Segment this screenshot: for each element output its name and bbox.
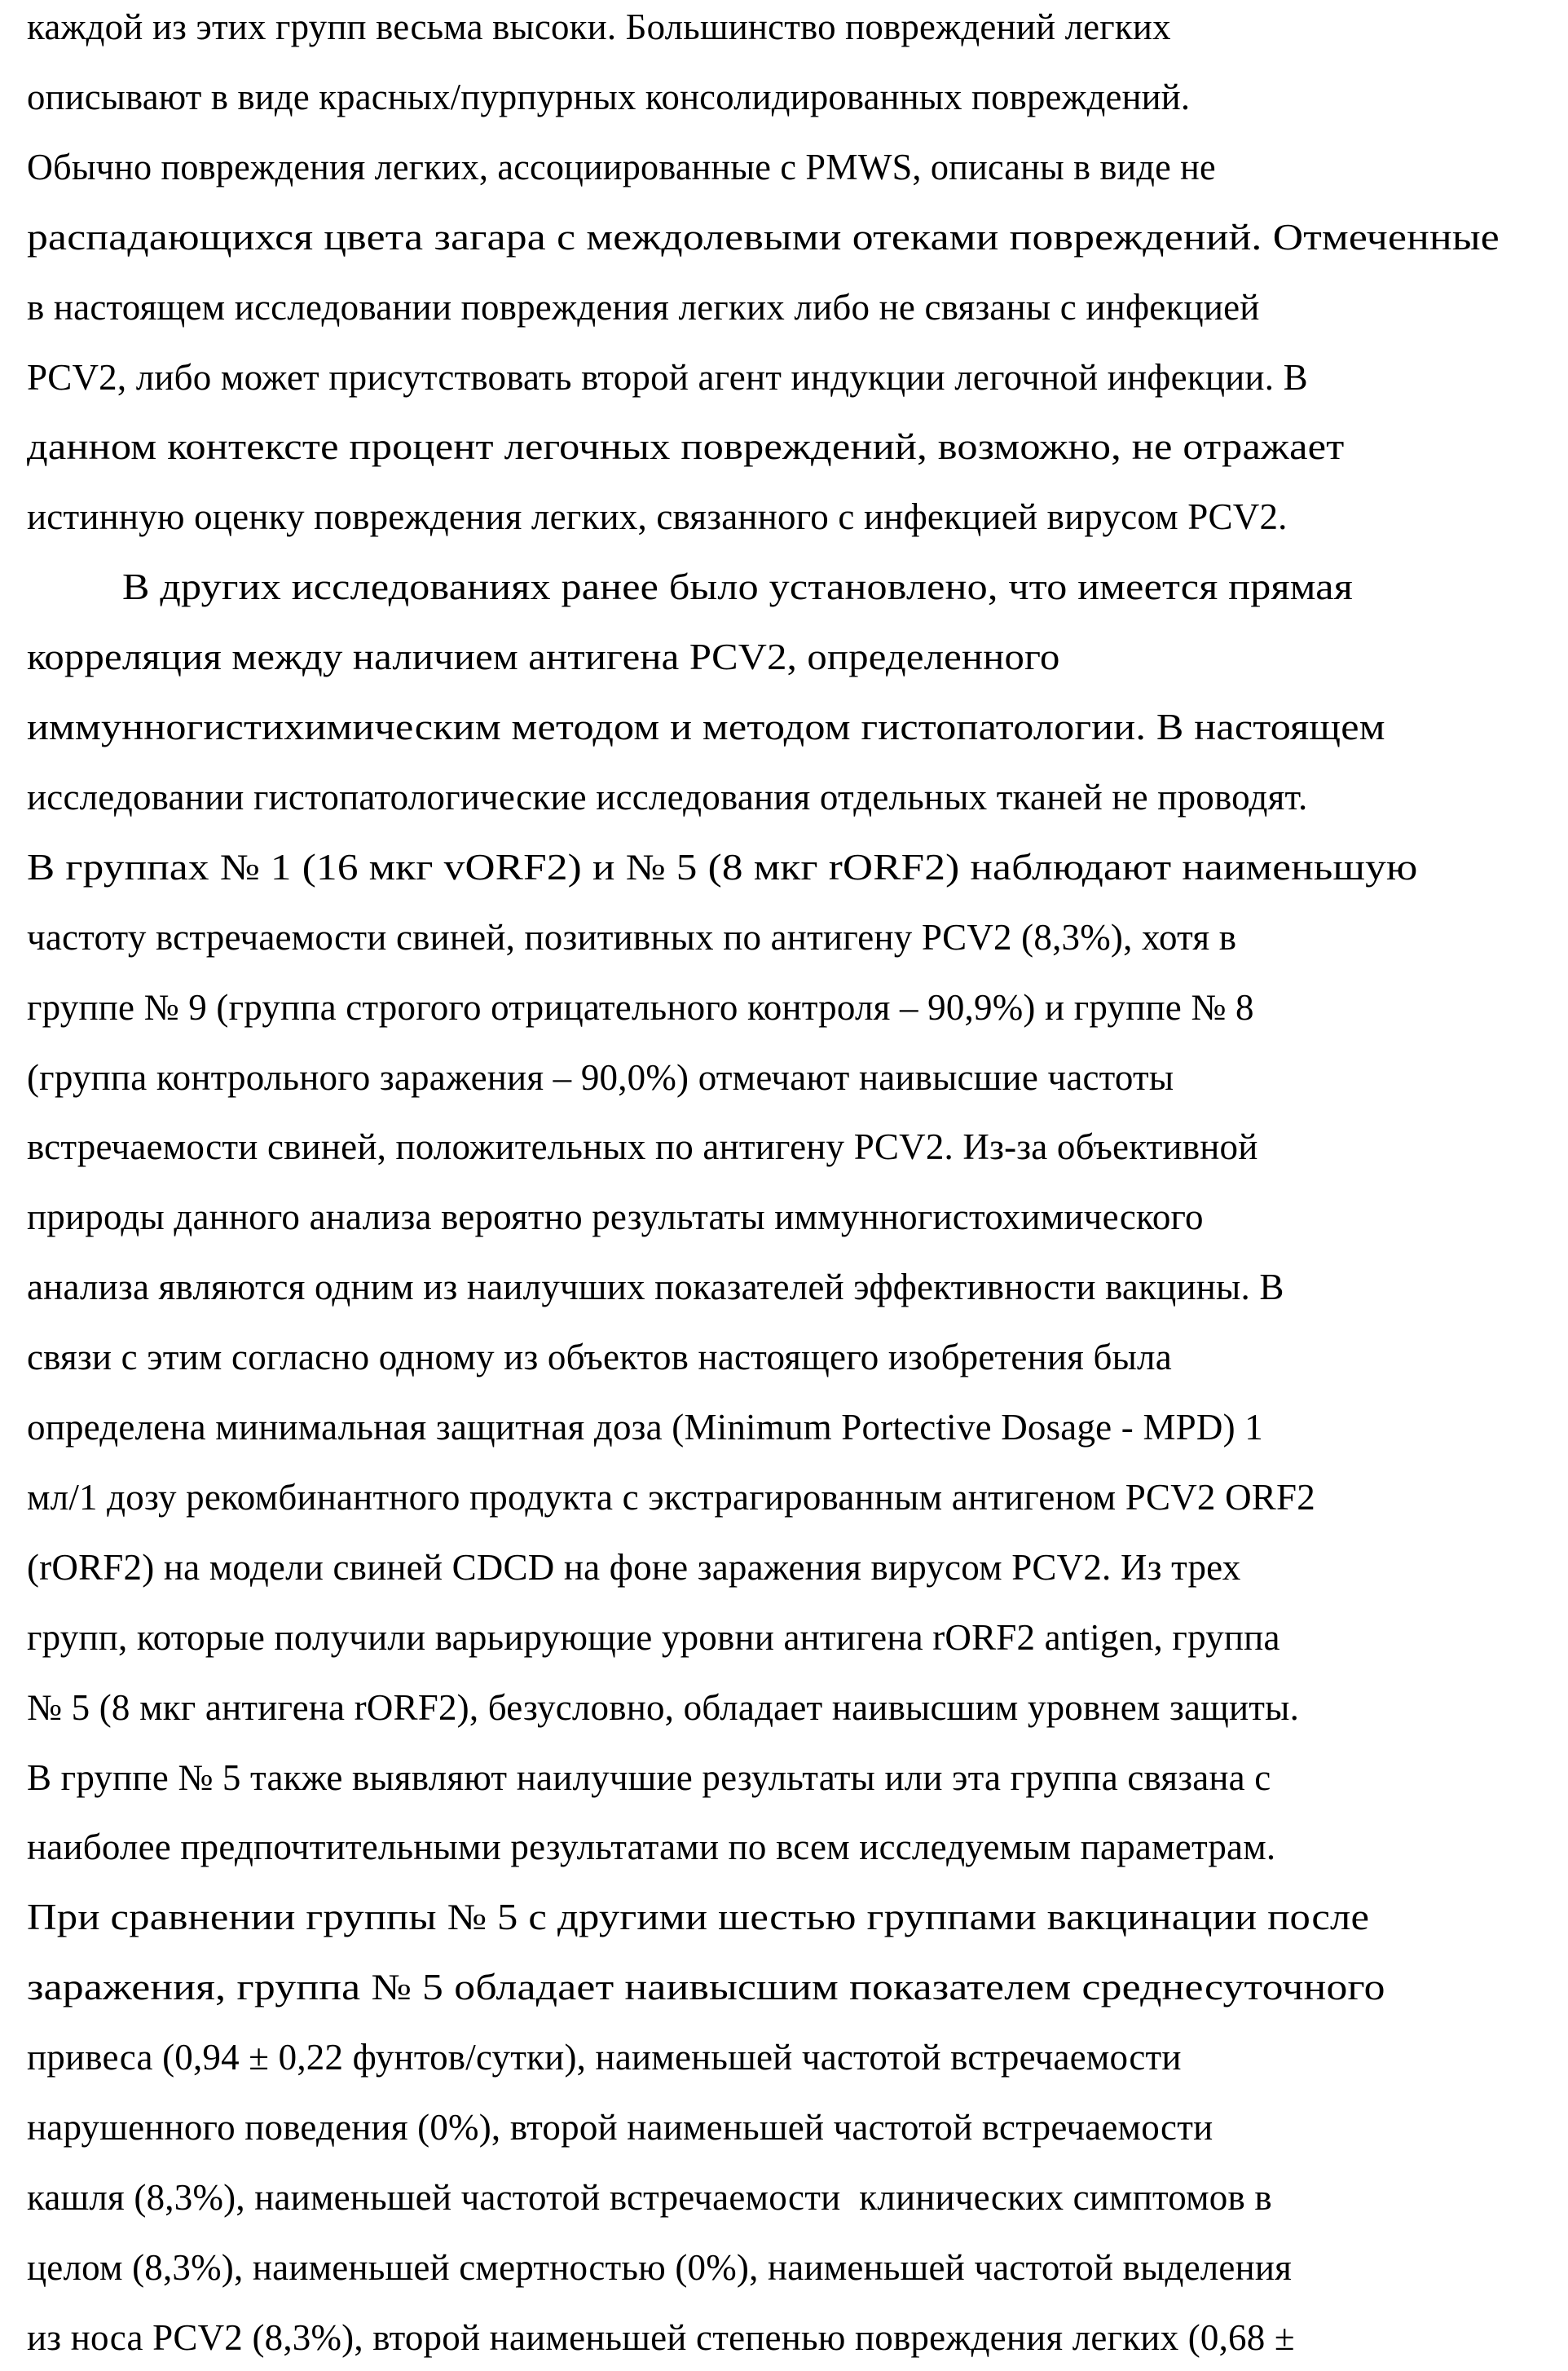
text-line: Обычно повреждения легких, ассоциированные с PMWS, описаны в виде не (27, 146, 1216, 187)
text-line: нарушенного поведения (0%), второй наименьшей частотой встречаемости (27, 2107, 1213, 2148)
text-line: группе № 9 (группа строгого отрицательного контроля – 90,9%) и группе № 8 (27, 986, 1254, 1028)
text-line: истинную оценку повреждения легких, связанного с инфекцией вирусом PCV2. (27, 496, 1288, 538)
text-line: встречаемости свиней, положительных по антигену PCV2. Из-за объективной (27, 1126, 1258, 1168)
text-line: привеса (0,94 ± 0,22 фунтов/сутки), наименьшей частотой встречаемости (27, 2037, 1182, 2078)
text-line: исследовании гистопатологические исследования отдельных тканей не проводят. (27, 776, 1308, 818)
text-line: мл/1 дозу рекомбинантного продукта с экстрагированным антигеном PCV2 ORF2 (27, 1476, 1315, 1518)
text-line: частоту встречаемости свиней, позитивных по антигену PCV2 (8,3%), хотя в (27, 916, 1237, 958)
text-line: № 5 (8 мкг антигена rORF2), безусловно, обладает наивысшим уровнем защиты. (27, 1686, 1300, 1728)
text-line: В группах № 1 (16 мкг vORF2) и № 5 (8 мкг rORF2) наблюдают наименьшую (27, 846, 1418, 888)
text-line: связи с этим согласно одному из объектов настоящего изобретения была (27, 1337, 1172, 1378)
text-line: групп, которые получили варьирующие уровни антигена rORF2 antigen, группа (27, 1616, 1280, 1658)
text-line: (rORF2) на модели свиней CDCD на фоне заражения вирусом PCV2. Из трех (27, 1546, 1241, 1588)
text-line: кашля (8,3%), наименьшей частотой встречаемости клинических симптомов в (27, 2176, 1272, 2218)
text-line: определена минимальная защитная доза (Minimum Portective Dosage - MPD) 1 (27, 1407, 1263, 1448)
text-line: корреляция между наличием антигена PCV2, определенного (27, 637, 1060, 678)
text-line: заражения, группа № 5 обладает наивысшим показателем среднесуточного (27, 1967, 1385, 2008)
text-line: природы данного анализа вероятно результаты иммунногистохимического (27, 1197, 1204, 1238)
text-line: каждой из этих групп весьма высоки. Большинство повреждений легких (27, 7, 1171, 47)
text-line: иммунногистихимическим методом и методом гистопатологии. В настоящем (27, 707, 1385, 747)
text-line: в настоящем исследовании повреждения легких либо не связаны с инфекцией (27, 286, 1260, 328)
text-line: При сравнении группы № 5 с другими шестью группами вакцинации после (27, 1897, 1370, 1938)
text-line: описывают в виде красных/пурпурных консолидированных повреждений. (27, 76, 1191, 117)
text-line: наиболее предпочтительными результатами по всем исследуемым параметрам. (27, 1827, 1276, 1868)
paragraph-first-line: В других исследованиях ранее было установлено, что имеется прямая (122, 566, 1354, 608)
text-line: данном контексте процент легочных повреждений, возможно, не отражает (27, 426, 1345, 468)
text-line: распадающихся цвета загара с междолевыми отеками повреждений. Отмеченные (27, 216, 1500, 258)
text-line: В группе № 5 также выявляют наилучшие результаты или эта группа связана с (27, 1756, 1271, 1798)
text-line: анализа являются одним из наилучших показателей эффективности вакцины. В (27, 1267, 1284, 1308)
text-line: из носа PCV2 (8,3%), второй наименьшей степенью повреждения легких (0,68 ± (27, 2316, 1295, 2358)
text-line: целом (8,3%), наименьшей смертностью (0%), наименьшей частотой выделения (27, 2246, 1293, 2288)
text-line: (группа контрольного заражения – 90,0%) отмечают наивысшие частоты (27, 1056, 1174, 1098)
text-line: PCV2, либо может присутствовать второй агент индукции легочной инфекции. В (27, 356, 1308, 398)
